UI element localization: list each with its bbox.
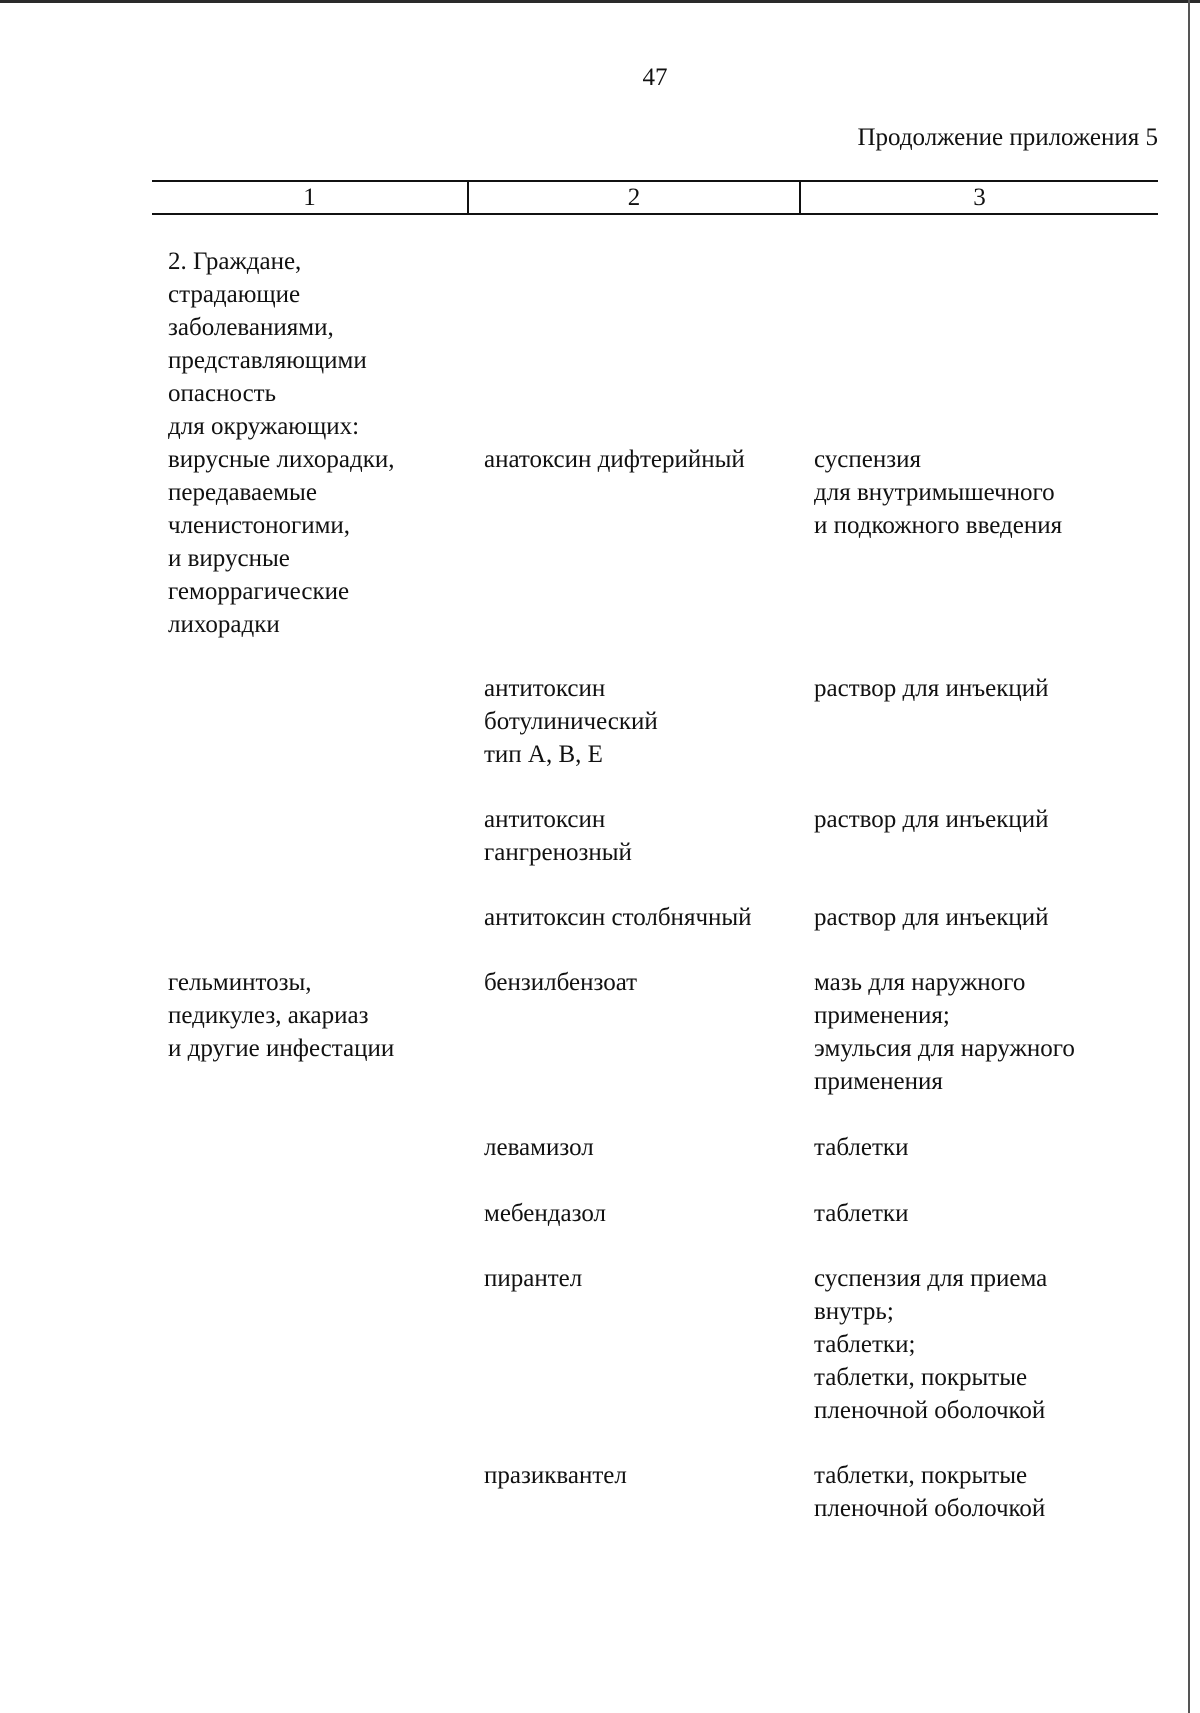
table-cell-c1 bbox=[168, 245, 468, 641]
cell-line: мебендазол bbox=[484, 1200, 606, 1227]
table-cell-c3 bbox=[814, 1197, 1144, 1230]
appendix-heading: Продолжение приложения 5 bbox=[857, 124, 1158, 151]
table-cell-c3 bbox=[814, 1459, 1144, 1525]
table-cell-c3 bbox=[814, 443, 1144, 542]
cell-line: представляющими bbox=[168, 347, 367, 374]
cell-line: антитоксин bbox=[484, 675, 606, 702]
header-bottom-rule bbox=[152, 213, 1158, 215]
cell-line: гангренозный bbox=[484, 839, 632, 866]
table-cell-c2 bbox=[484, 1131, 814, 1164]
table-cell-c3 bbox=[814, 901, 1144, 934]
cell-line: таблетки bbox=[814, 1200, 909, 1227]
cell-line: таблетки; bbox=[814, 1331, 916, 1358]
cell-line: и вирусные bbox=[168, 545, 290, 572]
cell-line: вирусные лихорадки, bbox=[168, 446, 395, 473]
table-cell-c1 bbox=[168, 966, 468, 1065]
cell-line: геморрагические bbox=[168, 578, 350, 605]
cell-line: и подкожного введения bbox=[814, 512, 1063, 539]
cell-line: для окружающих: bbox=[168, 413, 360, 440]
cell-line: эмульсия для наружного bbox=[814, 1035, 1075, 1062]
table-cell-c2 bbox=[484, 966, 814, 999]
scan-edge-right bbox=[1188, 0, 1190, 1713]
cell-line: членистоногими, bbox=[168, 512, 351, 539]
cell-line: применения bbox=[814, 1068, 943, 1095]
cell-line: антитоксин столбнячный bbox=[484, 904, 752, 931]
cell-line: антитоксин bbox=[484, 806, 606, 833]
table-cell-c3 bbox=[814, 1262, 1144, 1427]
table-cell-c2 bbox=[484, 443, 814, 476]
cell-line: ботулинический bbox=[484, 708, 658, 735]
cell-line: таблетки bbox=[814, 1134, 909, 1161]
cell-line: страдающие bbox=[168, 281, 301, 308]
cell-line: для внутримышечного bbox=[814, 479, 1055, 506]
cell-line: 2. Граждане, bbox=[168, 248, 302, 275]
table-cell-c2 bbox=[484, 1262, 814, 1295]
header-cell-1: 1 bbox=[303, 184, 316, 211]
cell-line: гельминтозы, bbox=[168, 969, 312, 996]
cell-line: тип А, В, Е bbox=[484, 741, 603, 768]
cell-line: пленочной оболочкой bbox=[814, 1495, 1046, 1522]
cell-line: суспензия для приема bbox=[814, 1265, 1048, 1292]
table-cell-c2 bbox=[484, 901, 814, 934]
cell-line: лихорадки bbox=[168, 611, 280, 638]
cell-line: заболеваниями, bbox=[168, 314, 334, 341]
scan-edge-top bbox=[0, 0, 1200, 3]
cell-line: опасность bbox=[168, 380, 276, 407]
cell-line: педикулез, акариаз bbox=[168, 1002, 369, 1029]
table-cell-c2 bbox=[484, 1197, 814, 1230]
table-cell-c2 bbox=[484, 1459, 814, 1492]
header-top-rule bbox=[152, 180, 1158, 182]
table-cell-c2 bbox=[484, 803, 814, 869]
cell-line: таблетки, покрытые bbox=[814, 1364, 1028, 1391]
cell-line: мазь для наружного bbox=[814, 969, 1026, 996]
cell-line: левамизол bbox=[484, 1134, 594, 1161]
cell-line: раствор для инъекций bbox=[814, 904, 1049, 931]
cell-line: бензилбензоат bbox=[484, 969, 638, 996]
table-cell-c3 bbox=[814, 803, 1144, 836]
cell-line: таблетки, покрытые bbox=[814, 1462, 1028, 1489]
table-cell-c3 bbox=[814, 966, 1144, 1098]
table-cell-c3 bbox=[814, 1131, 1144, 1164]
header-cell-2: 2 bbox=[627, 184, 641, 211]
page-number: 47 bbox=[642, 64, 668, 91]
cell-line: передаваемые bbox=[168, 479, 317, 506]
cell-line: раствор для инъекций bbox=[814, 675, 1049, 702]
table-cell-c2 bbox=[484, 672, 814, 771]
header-cell-3: 3 bbox=[973, 184, 986, 211]
cell-line: анатоксин дифтерийный bbox=[484, 446, 745, 473]
cell-line: и другие инфестации bbox=[168, 1035, 395, 1062]
cell-line: суспензия bbox=[814, 446, 921, 473]
cell-line: раствор для инъекций bbox=[814, 806, 1049, 833]
cell-line: пирантел bbox=[484, 1265, 583, 1292]
cell-line: внутрь; bbox=[814, 1298, 894, 1325]
cell-line: пленочной оболочкой bbox=[814, 1397, 1046, 1424]
table-cell-c3 bbox=[814, 672, 1144, 705]
cell-line: применения; bbox=[814, 1002, 950, 1029]
cell-line: празиквантел bbox=[484, 1462, 627, 1489]
